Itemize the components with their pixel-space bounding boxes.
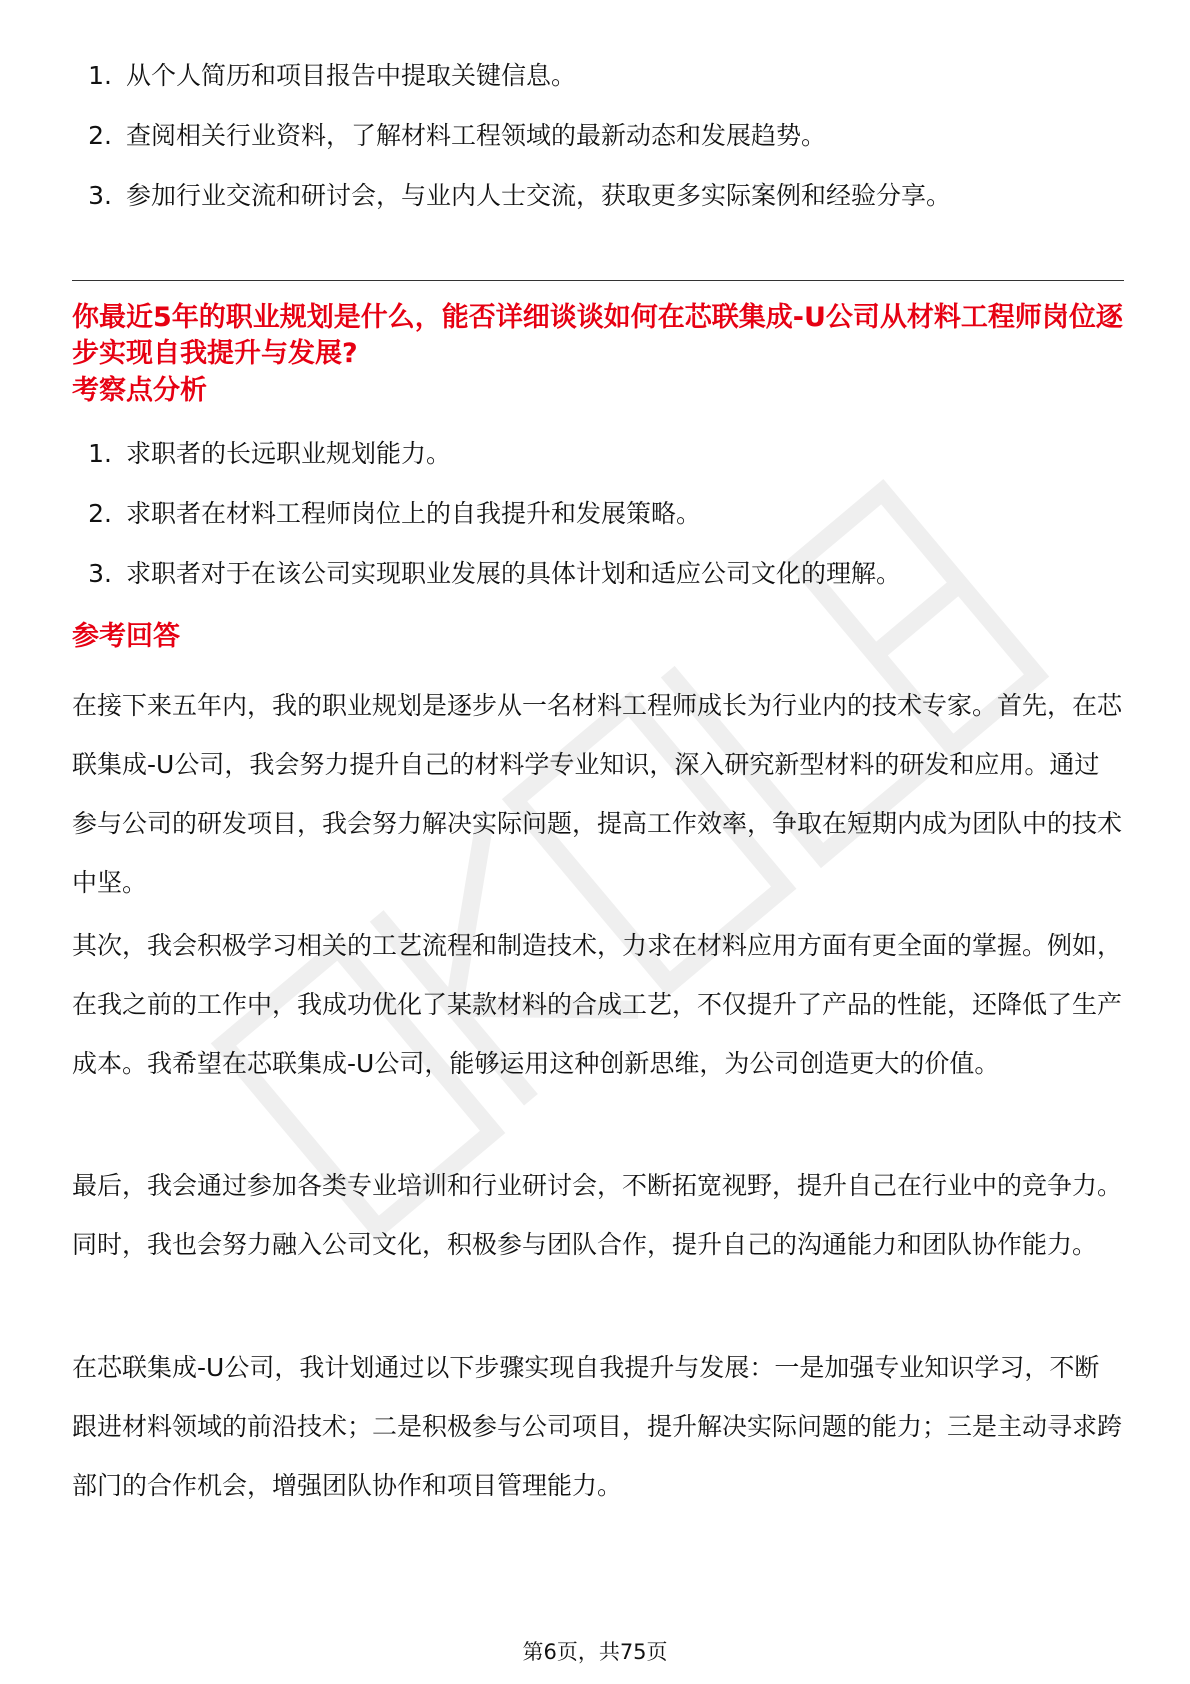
list-item [72,424,1132,484]
list-item [72,544,1132,604]
answer-paragraph: 其次，我会积极学习相关的工艺流程和制造技术，力求在材料应用方面有更全面的掌握。例如，在我之前的工作中，我成功优化了某款材料的合成工艺，不仅提升了产品的性能，还降低了生产成本。我希望在芯联集成-U公司，能够运用这种创新思维，为公司创造更大的价值。 [72,931,1123,1078]
list-item [72,106,1132,166]
list-text: 求职者的长远职业规划能力。 [126,439,452,468]
list-number: 3. [88,559,112,588]
list-text: 从个人简历和项目报告中提取关键信息。 [126,61,577,90]
list-text: 求职者对于在该公司实现职业发展的具体计划和适应公司文化的理解。 [126,559,902,588]
list-number: 2. [88,499,112,528]
page-number-footer: 第6页，共75页 [522,1640,668,1664]
analysis-list [72,424,1132,604]
list-text: 求职者在材料工程师岗位上的自我提升和发展策略。 [126,499,702,528]
list-number: 2. [88,121,112,150]
section-divider [72,280,1124,281]
list-text: 查阅相关行业资料，了解材料工程领域的最新动态和发展趋势。 [126,121,827,150]
list-number: 3. [88,181,112,210]
answer-paragraph: 最后，我会通过参加各类专业培训和行业研讨会，不断拓宽视野，提升自己在行业中的竞争力。同时，我也会努力融入公司文化，积极参与团队合作，提升自己的沟通能力和团队协作能力。 [72,1171,1123,1259]
list-number: 1. [88,439,112,468]
question-title: 你最近5年的职业规划是什么，能否详细谈谈如何在芯联集成-U公司从材料工程师岗位逐步实现自我提升与发展? [72,302,1123,369]
answer-paragraph: 在芯联集成-U公司，我计划通过以下步骤实现自我提升与发展：一是加强专业知识学习，不断跟进材料领域的前沿技术；二是积极参与公司项目，提升解决实际问题的能力；三是主动寻求跨部门的合作机会，增强团队协作和项目管理能力。 [72,1353,1123,1500]
list-item [72,166,1132,226]
answer-heading: 参考回答 [72,621,180,652]
list-item [72,484,1132,544]
list-number: 1. [88,61,112,90]
answer-paragraph: 在接下来五年内，我的职业规划是逐步从一名材料工程师成长为行业内的技术专家。首先，在芯联集成-U公司，我会努力提升自己的材料学专业知识，深入研究新型材料的研发和应用。通过参与公司的研发项目，我会努力解决实际问题，提高工作效率，争取在短期内成为团队中的技术中坚。 [72,691,1123,897]
top-list [72,46,1132,226]
list-item [72,46,1132,106]
list-text: 参加行业交流和研讨会，与业内人士交流，获取更多实际案例和经验分享。 [126,181,952,210]
analysis-heading: 考察点分析 [72,375,207,406]
